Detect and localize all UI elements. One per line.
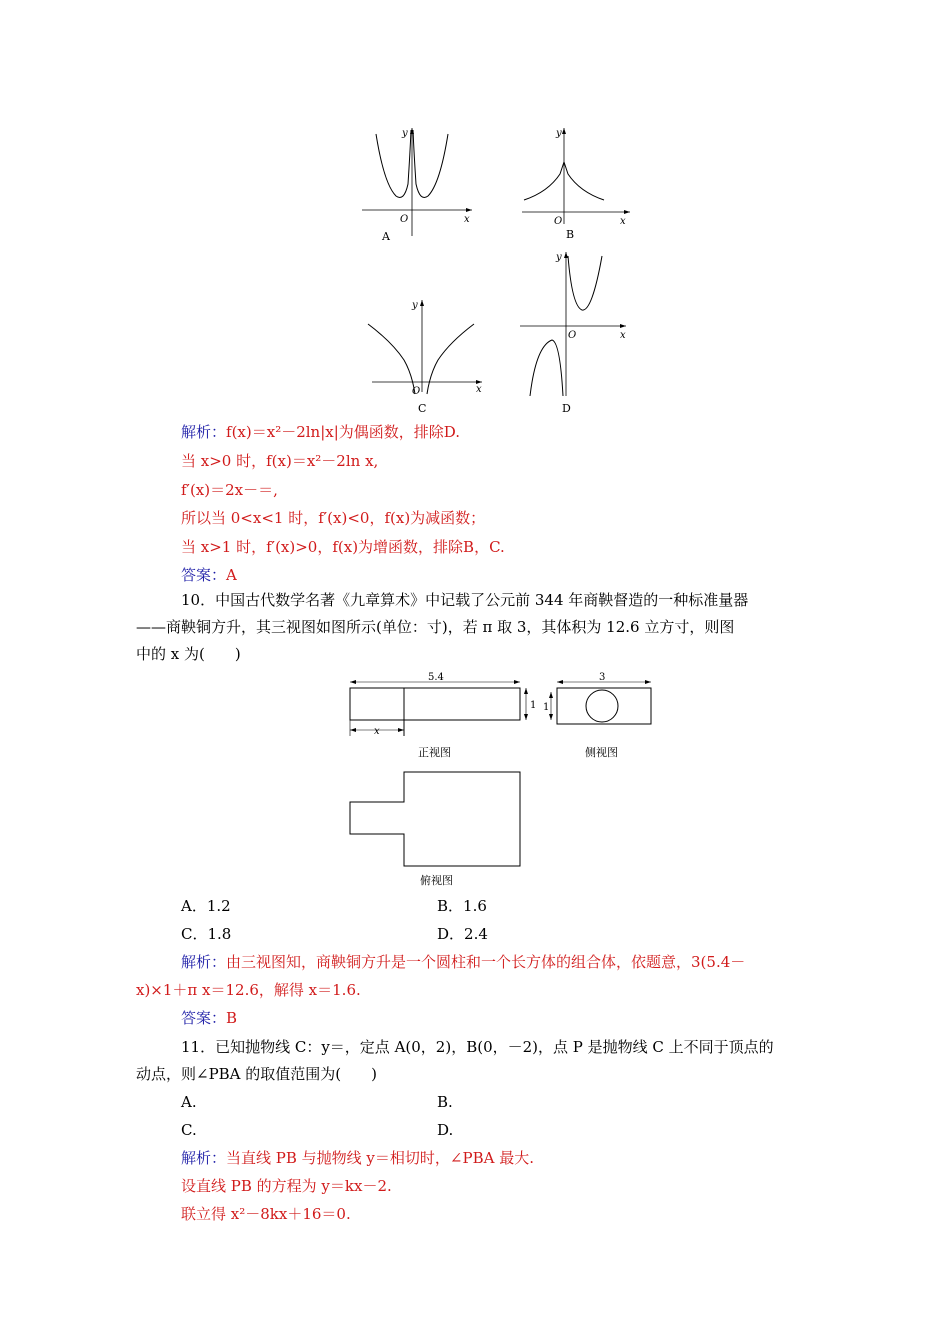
graph-a-caption: A bbox=[382, 230, 390, 243]
graph-c-caption: C bbox=[418, 402, 427, 415]
side-dim-top: 3 bbox=[599, 672, 606, 683]
top-view-caption: 俯视图 bbox=[420, 874, 453, 887]
q11-option-c[interactable]: C. bbox=[181, 1121, 197, 1139]
graph-a bbox=[358, 124, 478, 244]
q9-solution-line-1: 解析：f(x)＝x²－2ln|x|为偶函数，排除D. bbox=[181, 423, 461, 441]
graph-b-origin: O bbox=[554, 216, 563, 227]
front-view-caption: 正视图 bbox=[418, 746, 451, 759]
q10-answer: 答案：B bbox=[181, 1009, 238, 1027]
graph-a-y-label: y bbox=[402, 128, 408, 139]
q11-option-d[interactable]: D. bbox=[437, 1121, 454, 1139]
q10-option-a[interactable]: A．1.2 bbox=[181, 897, 231, 915]
graph-d-caption: D bbox=[562, 402, 571, 415]
side-view bbox=[543, 672, 663, 762]
q9-solution-line-4: 所以当 0<x<1 时，f′(x)<0，f(x)为减函数； bbox=[181, 509, 486, 527]
top-view bbox=[344, 768, 534, 890]
q10-solution-line-1: 解析：由三视图知，商鞅铜方升是一个圆柱和一个长方体的组合体，依题意，3(5.4－ bbox=[181, 953, 746, 971]
graph-b-x-label: x bbox=[620, 216, 626, 227]
side-view-caption: 侧视图 bbox=[585, 746, 618, 759]
q9-solution-line-2: 当 x>0 时，f(x)＝x²－2ln x, bbox=[181, 452, 379, 470]
q11-option-a[interactable]: A. bbox=[181, 1093, 197, 1111]
q10-option-c[interactable]: C．1.8 bbox=[181, 925, 232, 943]
q10-option-b[interactable]: B．1.6 bbox=[437, 897, 487, 915]
graph-b-caption: B bbox=[566, 228, 575, 241]
graph-c-origin: O bbox=[412, 386, 421, 397]
side-dim-side: 1 bbox=[543, 702, 550, 713]
q10-solution-line-2: x)×1＋π x＝12.6，解得 x＝1.6. bbox=[136, 981, 361, 999]
q10-option-d[interactable]: D．2.4 bbox=[437, 925, 488, 943]
graph-c-y-label: y bbox=[412, 300, 418, 311]
q10-stem-line-3: 中的 x 为( ) bbox=[136, 645, 241, 663]
q11-stem-line-2: 动点，则∠PBA 的取值范围为( ) bbox=[136, 1065, 377, 1083]
front-dim-side: 1 bbox=[530, 700, 537, 711]
graph-a-origin: O bbox=[400, 214, 409, 225]
front-dim-top: 5.4 bbox=[428, 672, 444, 683]
q11-stem-line-1: 11．已知抛物线 C：y＝，定点 A(0，2)，B(0，－2)，点 P 是抛物线 C 上不同于顶点的 bbox=[181, 1038, 774, 1056]
q9-solution-line-5: 当 x>1 时，f′(x)>0，f(x)为增函数，排除B，C. bbox=[181, 538, 505, 556]
graph-a-x-label: x bbox=[464, 214, 470, 225]
graph-c-x-label: x bbox=[476, 384, 482, 395]
q10-stem-line-2: ——商鞅铜方升，其三视图如图所示(单位：寸)，若 π 取 3，其体积为 12.6 立方寸，则图 bbox=[136, 618, 735, 636]
q9-answer: 答案：A bbox=[181, 566, 237, 584]
q11-solution-line-2: 设直线 PB 的方程为 y＝kx－2. bbox=[181, 1177, 392, 1195]
q9-solution-line-3: f′(x)＝2x－＝, bbox=[181, 481, 278, 499]
graph-b bbox=[518, 124, 638, 244]
q11-option-b[interactable]: B. bbox=[437, 1093, 453, 1111]
front-dim-bottom: x bbox=[374, 726, 380, 737]
q11-solution-line-3: 联立得 x²－8kx＋16＝0. bbox=[181, 1205, 351, 1223]
q10-stem-line-1: 10．中国古代数学名著《九章算术》中记载了公元前 344 年商鞅督造的一种标准量器 bbox=[181, 591, 749, 609]
graph-d bbox=[516, 246, 636, 416]
front-view bbox=[344, 672, 540, 762]
graph-d-y-label: y bbox=[556, 252, 562, 263]
graph-b-y-label: y bbox=[556, 128, 562, 139]
graph-d-origin: O bbox=[568, 330, 577, 341]
graph-d-x-label: x bbox=[620, 330, 626, 341]
graph-c bbox=[362, 296, 492, 416]
q11-solution-line-1: 解析：当直线 PB 与抛物线 y＝相切时，∠PBA 最大. bbox=[181, 1149, 534, 1167]
q9-solution-label: 解析： bbox=[181, 423, 227, 441]
